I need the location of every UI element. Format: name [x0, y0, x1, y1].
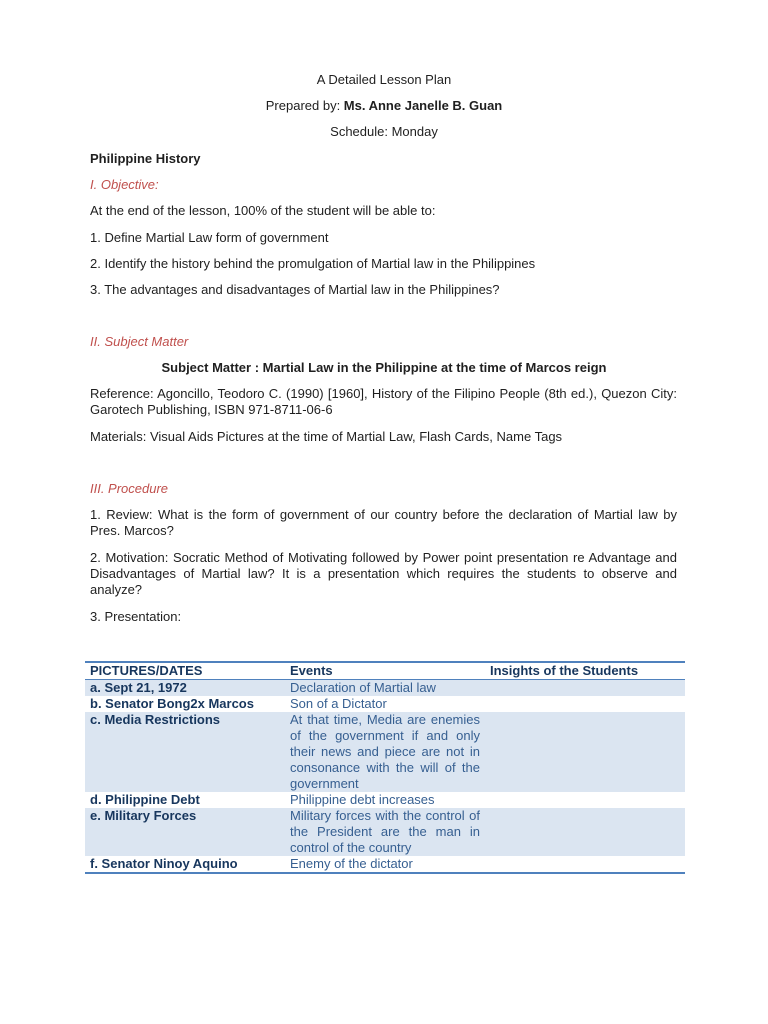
- insight-cell: [485, 792, 685, 808]
- objective-heading: I. Objective:: [90, 177, 159, 192]
- picture-cell: d. Philippine Debt: [90, 792, 200, 807]
- column-header-pictures: PICTURES/DATES: [90, 663, 203, 678]
- insight-cell: [485, 712, 685, 792]
- event-cell: Philippine debt increases: [290, 792, 435, 807]
- picture-cell: a. Sept 21, 1972: [85, 680, 285, 697]
- event-cell: Declaration of Martial law: [285, 680, 485, 697]
- review-text: 1. Review: What is the form of government of our country before the declaration of Martial law by Pres. Marcos?: [90, 507, 677, 538]
- event-cell: Military forces with the control of the President are the man in control of the country: [285, 808, 485, 856]
- prepared-label: Prepared by:: [265, 98, 344, 113]
- picture-cell: b. Senator Bong2x Marcos: [90, 696, 254, 711]
- insight-cell: [485, 856, 685, 873]
- subject-matter-heading: II. Subject Matter: [90, 334, 189, 349]
- table-row: [85, 696, 685, 712]
- materials-text: Materials: Visual Aids Pictures at the time of Martial Law, Flash Cards, Name Tags: [90, 429, 563, 444]
- motivation-text: 2. Motivation: Socratic Method of Motivating followed by Power point presentation re Advantage and Disadvantages of Martial law? It is a presentation which requires the students to observe and analyze?: [90, 550, 677, 597]
- subject-matter-title: Subject Matter : Martial Law in the Philippine at the time of Marcos reign: [161, 360, 607, 375]
- objective-item: 3. The advantages and disadvantages of Martial law in the Philippines?: [90, 282, 500, 297]
- schedule: Schedule: Monday: [330, 124, 438, 139]
- column-header-insights: Insights of the Students: [490, 663, 639, 678]
- table-row: [85, 712, 685, 792]
- presentation-table: [85, 661, 685, 874]
- objective-intro: At the end of the lesson, 100% of the student will be able to:: [90, 203, 436, 218]
- picture-cell: f. Senator Ninoy Aquino: [90, 856, 238, 871]
- picture-cell: e. Military Forces: [85, 808, 285, 856]
- preparer-name: Ms. Anne Janelle B. Guan: [343, 98, 503, 113]
- objective-item: 2. Identify the history behind the promulgation of Martial law in the Philippines: [90, 256, 536, 271]
- event-cell: Son of a Dictator: [290, 696, 387, 711]
- table-row: [85, 856, 685, 873]
- subject-heading: Philippine History: [90, 151, 201, 166]
- table-header-row: [85, 662, 685, 680]
- column-header-events: Events: [290, 663, 333, 678]
- event-cell: Enemy of the dictator: [290, 856, 413, 871]
- event-cell: At that time, Media are enemies of the government if and only their news and piece are not in consonance with the will of the government: [285, 712, 485, 792]
- picture-cell: c. Media Restrictions: [85, 712, 285, 792]
- presentation-label: 3. Presentation:: [90, 609, 182, 624]
- table-row: [85, 680, 685, 697]
- document-title: A Detailed Lesson Plan: [316, 72, 452, 87]
- objective-item: 1. Define Martial Law form of government: [90, 230, 329, 245]
- reference-text: Reference: Agoncillo, Teodoro C. (1990) [1960], History of the Filipino People (8th ed.), Quezon City: Garotech Publishing, ISBN 971-8711-06-6: [90, 386, 677, 417]
- insight-cell: [485, 680, 685, 697]
- prepared-by: [0, 98, 768, 113]
- table-row: [85, 808, 685, 856]
- procedure-heading: III. Procedure: [90, 481, 169, 496]
- table-row: [85, 792, 685, 808]
- insight-cell: [485, 696, 685, 712]
- insight-cell: [485, 808, 685, 856]
